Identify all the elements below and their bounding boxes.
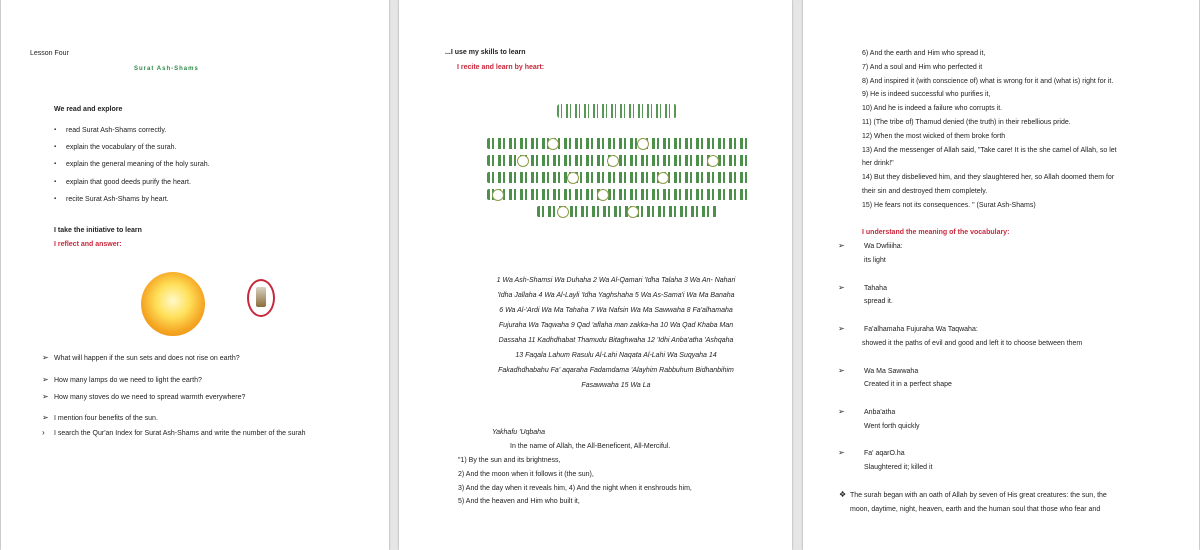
- translation-line: her drink!": [862, 160, 894, 167]
- arrow-bullet-icon: ➢: [42, 392, 49, 401]
- explore-heading: We read and explore: [54, 106, 123, 113]
- question-item: I search the Qur'an Index for Surat Ash-Shams and write the number of the surah: [54, 430, 306, 437]
- reflect-heading: I reflect and answer:: [54, 241, 122, 248]
- question-item: How many stoves do we need to spread warmth everywhere?: [54, 394, 246, 401]
- translation-line: "1) By the sun and its brightness,: [458, 457, 561, 464]
- vocab-term: Wa Dwfiiiha:: [864, 243, 903, 250]
- question-item: What will happen if the sun sets and does not rise on earth?: [54, 355, 240, 362]
- summary-line: The surah began with an oath of Allah by seven of His great creatures: the sun, the: [850, 492, 1107, 499]
- arrow-bullet-icon: ➢: [838, 324, 845, 333]
- vocab-meaning: showed it the paths of evil and good and left it to choose between them: [862, 340, 1083, 347]
- vocab-term: Tahaha: [864, 285, 887, 292]
- diamond-bullet-icon: ❖: [839, 490, 847, 499]
- vocab-meaning: its light: [864, 257, 886, 264]
- initiative-heading: I take the initiative to learn: [54, 227, 142, 234]
- skills-heading: ...I use my skills to learn: [445, 49, 526, 56]
- objective-item: ▪ explain the general meaning of the holy surah.: [66, 160, 210, 169]
- surah-title: Surat Ash-Shams: [134, 66, 199, 72]
- translation-line: 5) And the heaven and Him who built it,: [458, 498, 580, 505]
- translation-line: 11) (The tribe of) Thamud denied (the truth) in their rebellious pride.: [862, 119, 1071, 126]
- vocab-heading: I understand the meaning of the vocabulary:: [862, 229, 1010, 236]
- arrow-bullet-icon: ›: [42, 428, 45, 437]
- objective-item: ▪ explain the vocabulary of the surah.: [66, 143, 177, 152]
- arrow-bullet-icon: ➢: [838, 407, 845, 416]
- question-item: How many lamps do we need to light the earth?: [54, 377, 202, 384]
- vocab-term: Fa' aqarO.ha: [864, 450, 905, 457]
- summary-line: moon, daytime, night, heaven, earth and the human soul that those who fear and: [850, 506, 1101, 513]
- basmala-calligraphy: [557, 104, 677, 118]
- vocab-meaning: Went forth quickly: [864, 423, 920, 430]
- sun-image: [141, 272, 205, 336]
- translation-line: In the name of Allah, the All-Beneficent, All-Merciful.: [510, 443, 671, 450]
- arrow-bullet-icon: ➢: [42, 375, 49, 384]
- arrow-bullet-icon: ➢: [838, 241, 845, 250]
- translation-line: their sin and destroyed them completely.: [862, 188, 988, 195]
- vocab-meaning: spread it.: [864, 298, 893, 305]
- translation-line: 14) But they disbelieved him, and they slaughtered her, so Allah doomed them for: [862, 174, 1115, 181]
- arrow-bullet-icon: ➢: [838, 448, 845, 457]
- vocab-meaning: Slaughtered it; killed it: [864, 464, 933, 471]
- page-3: [803, 0, 1199, 550]
- transliteration-text: 1 Wa Ash-Shamsi Wa Duhaha 2 Wa Al-Qamari 'Idha Talaha 3 Wa An- Nahari 'Idha Jallaha 4 Wa Al-Layli 'Idha Yaghshaha 5 Wa As-Sama'i Wa Ma Banaha 6 Wa Al-'Ardi Wa Ma Tahaha 7 Wa Nafsin Wa Ma Sawwaha 8 Fa'alhamaha Fujuraha Wa Taqwaha 9 Qad 'aflaha man zakka-ha 10 Wa Qad Khaba Man Dassaha 11 Kadhdhabat Thamudu Bitaghwaha 12 'Idhi Anba'atha 'Ashqaha 13 Faqala Lahum Rasulu Al-Lahi Naqata Al-Lahi Wa Suqyaha 14 Fakadhdhabahu Fa' aqaraha Fadamdama 'Alayhim Rabbuhum Bidhanbihim Fasawwaha 15 Wa La: [496, 277, 736, 389]
- translation-line: 6) And the earth and Him who spread it,: [862, 50, 986, 57]
- translation-line: 3) And the day when it reveals him, 4) And the night when it enshrouds him,: [458, 485, 692, 492]
- vocab-term: Wa Ma Sawwaha: [864, 368, 919, 375]
- translation-line: 12) When the most wicked of them broke forth: [862, 133, 1006, 140]
- translation-line: 2) And the moon when it follows it (the sun),: [458, 471, 594, 478]
- translation-line: 7) And a soul and Him who perfected it: [862, 64, 983, 71]
- translation-line: 10) And he is indeed a failure who corrupts it.: [862, 105, 1003, 112]
- arrow-bullet-icon: ➢: [838, 283, 845, 292]
- objective-item: ▪ read Surat Ash-Shams correctly.: [66, 126, 166, 135]
- transliteration-tail: Yakhafu 'Uqbaha: [492, 429, 545, 436]
- arrow-bullet-icon: ➢: [42, 353, 49, 362]
- vocab-term: Fa'alhamaha Fujuraha Wa Taqwaha:: [864, 326, 978, 333]
- vocab-meaning: Created it in a perfect shape: [864, 381, 952, 388]
- quran-verses-image: [487, 138, 749, 230]
- recite-heading: I recite and learn by heart:: [457, 64, 545, 71]
- vocab-term: Anba'atha: [864, 409, 896, 416]
- arrow-bullet-icon: ➢: [838, 366, 845, 375]
- translation-line: 13) And the messenger of Allah said, "Take care! It is the she camel of Allah, so let: [862, 147, 1117, 154]
- objective-item: ▪ explain that good deeds purify the heart.: [66, 178, 191, 187]
- arrow-bullet-icon: ➢: [42, 413, 49, 422]
- objective-item: ▪ recite Surat Ash-Shams by heart.: [66, 195, 169, 204]
- page-1: [1, 0, 389, 550]
- question-item: I mention four benefits of the sun.: [54, 415, 158, 422]
- lamp-image: [247, 279, 275, 317]
- lesson-label: Lesson Four: [30, 50, 69, 57]
- translation-line: 15) He fears not its consequences. " (Surat Ash-Shams): [862, 202, 1036, 209]
- page-2: [399, 0, 792, 550]
- translation-line: 9) He is indeed successful who purifies it,: [862, 91, 991, 98]
- translation-line: 8) And inspired it (with conscience of) what is wrong for it and (what is) right for it.: [862, 78, 1114, 85]
